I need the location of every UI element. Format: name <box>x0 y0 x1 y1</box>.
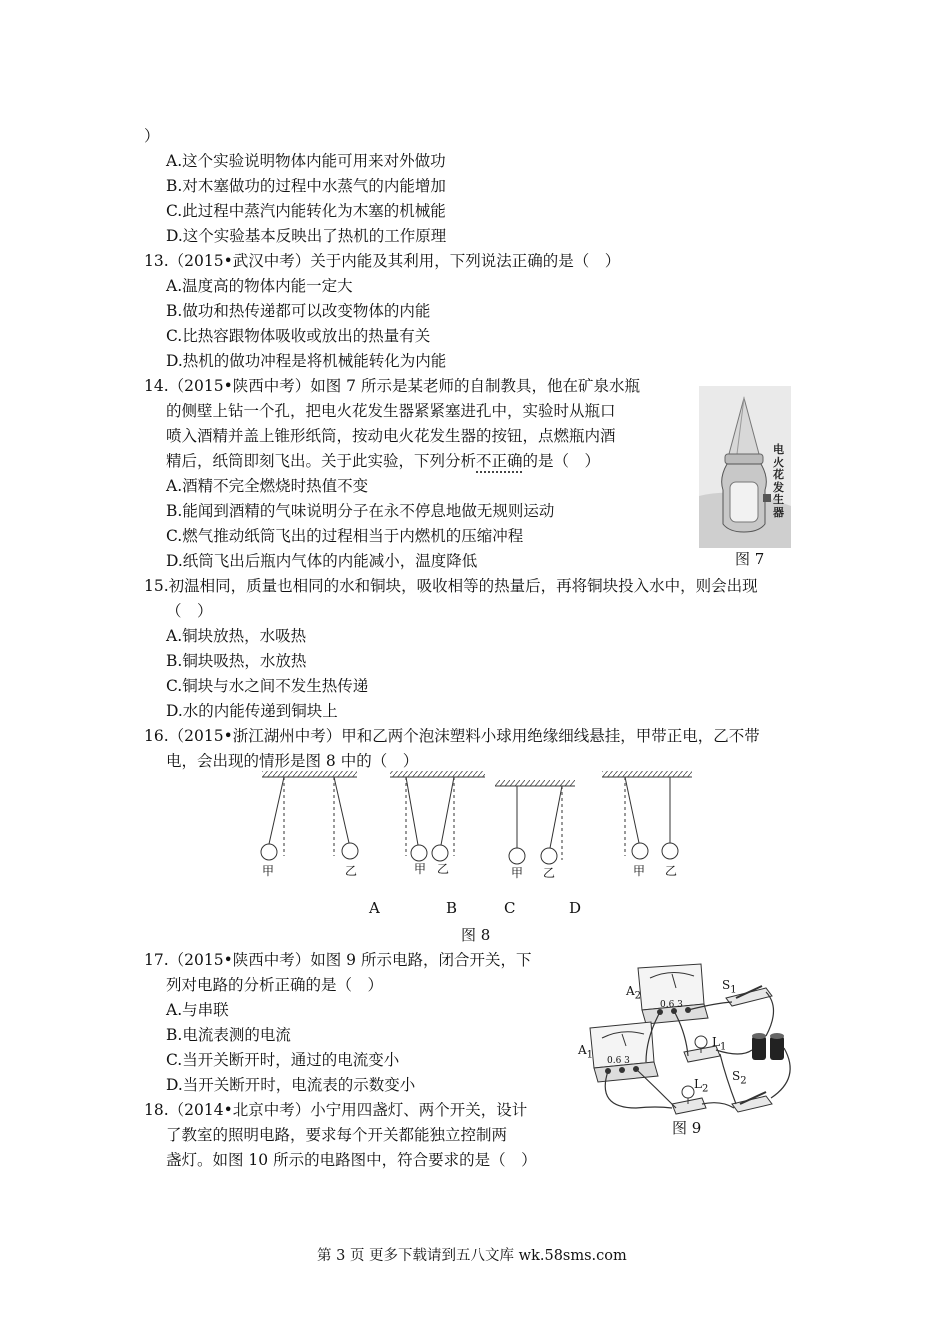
q14-option-a: A.酒精不完全燃烧时热值不变 <box>166 477 369 495</box>
q14-stem-line2: 的侧壁上钻一个孔，把电火花发生器紧紧塞进孔中，实验时从瓶口 <box>166 402 616 420</box>
panel-a <box>261 771 358 860</box>
label-l2-sub: 2 <box>701 1083 709 1095</box>
q13-option-c: C.比热容跟物体吸收或放出的热量有关 <box>166 327 431 345</box>
a1-scale: 0.6 3 <box>607 1056 630 1066</box>
figure-8-option-d: D <box>569 899 582 917</box>
figure-8-option-b: B <box>446 899 458 917</box>
label-jia-b: 甲 <box>414 862 427 876</box>
label-yi-c: 乙 <box>543 866 556 880</box>
label-jia-d: 甲 <box>633 864 646 878</box>
label-l2: $L_2$ <box>694 1077 709 1095</box>
q18-stem-line1: 18.（2014•北京中考）小宁用四盏灯、两个开关，设计 <box>144 1101 528 1119</box>
q15-stem-line2: （ ） <box>166 602 213 620</box>
q15-option-d: D.水的内能传递到铜块上 <box>166 702 338 720</box>
figure-8-option-c: C <box>504 899 516 917</box>
label-l1-sub: 1 <box>719 1041 727 1053</box>
q14-option-c: C.燃气推动纸筒飞出的过程相当于内燃机的压缩冲程 <box>166 527 524 545</box>
figure-9-circuit <box>576 958 806 1118</box>
figure-8-caption: 图 8 <box>461 926 491 944</box>
label-a1: $A_1$ <box>578 1043 594 1061</box>
q17-option-a: A.与串联 <box>166 1001 229 1019</box>
label-s2-sub: 2 <box>740 1075 747 1087</box>
q15-option-b: B.铜块吸热，水放热 <box>166 652 307 670</box>
q14-stem-line3: 喷入酒精并盖上锥形纸筒，按动电火花发生器的按钮，点燃瓶内酒 <box>166 427 616 445</box>
q18-stem-line2: 了教室的照明电路，要求每个开关都能独立控制两 <box>166 1126 508 1144</box>
q12-option-b: B.对木塞做功的过程中水蒸气的内能增加 <box>166 177 446 195</box>
q15-stem-line1: 15.初温相同，质量也相同的水和铜块，吸收相等的热量后，再将铜块投入水中，则会出现 <box>144 577 758 595</box>
q17-stem-line2: 列对电路的分析正确的是（ ） <box>166 976 384 994</box>
label-s2: $S_2$ <box>732 1069 747 1087</box>
q15-option-a: A.铜块放热，水吸热 <box>166 627 307 645</box>
q15-option-c: C.铜块与水之间不发生热传递 <box>166 677 369 695</box>
q12-option-d: D.这个实验基本反映出了热机的工作原理 <box>166 227 447 245</box>
label-jia-c: 甲 <box>511 866 524 880</box>
label-yi-a: 乙 <box>345 864 358 878</box>
ammeter-a1 <box>590 1022 658 1082</box>
panel-b <box>390 771 485 861</box>
q13-option-a: A.温度高的物体内能一定大 <box>166 277 353 295</box>
bracket-continuation: ） <box>144 127 160 145</box>
q13-stem: 13.（2015•武汉中考）关于内能及其利用，下列说法正确的是（ ） <box>144 252 621 270</box>
figure-8-option-a: A <box>369 899 380 917</box>
q12-option-c: C.此过程中蒸汽内能转化为木塞的机械能 <box>166 202 446 220</box>
label-s1: $S_1$ <box>722 978 737 996</box>
q14-option-b: B.能闻到酒精的气味说明分子在永不停息地做无规则运动 <box>166 502 555 520</box>
q17-option-d: D.当开关断开时，电流表的示数变小 <box>166 1076 416 1094</box>
battery <box>752 1033 784 1060</box>
label-a1-sub: 1 <box>586 1049 594 1061</box>
label-jia-a: 甲 <box>262 864 275 878</box>
figure-9-caption: 图 9 <box>672 1119 702 1137</box>
label-a2-sub: 2 <box>634 990 642 1002</box>
q14-option-d: D.纸筒飞出后瓶内气体的内能减小，温度降低 <box>166 552 478 570</box>
q14-stem-line4-pre: 精后，纸筒即刻飞出。关于此实验，下列分析 <box>166 452 477 470</box>
figure-7-caption: 图 7 <box>735 550 765 568</box>
label-s1-sub: 1 <box>730 984 737 996</box>
q13-option-b: B.做功和热传递都可以改变物体的内能 <box>166 302 431 320</box>
q14-emphasis-not-correct: 不正确 <box>476 452 523 470</box>
panel-d <box>602 771 692 859</box>
ammeter-a2 <box>638 964 708 1024</box>
q17-stem-line1: 17.（2015•陕西中考）如图 9 所示电路，闭合开关，下 <box>144 951 532 969</box>
spark-generator-label: 电火花发生器 <box>773 443 784 519</box>
q16-stem-line2: 电，会出现的情形是图 8 中的（ ） <box>166 752 419 770</box>
switch-s2 <box>732 1092 772 1112</box>
q16-stem-line1: 16.（2015•浙江湖州中考）甲和乙两个泡沫塑料小球用绝缘细线悬挂，甲带正电，乙不带 <box>144 727 760 745</box>
a2-scale: 0.6 3 <box>660 1000 683 1010</box>
q14-stem-line4 <box>166 451 600 471</box>
q13-option-d: D.热机的做功冲程是将机械能转化为内能 <box>166 352 447 370</box>
label-a2: $A_2$ <box>626 984 642 1002</box>
q14-stem-line4-post: 的是（ ） <box>522 452 601 470</box>
figure-7-bottle <box>699 386 791 548</box>
q12-option-a: A.这个实验说明物体内能可用来对外做功 <box>166 152 446 170</box>
page-footer: 第 3 页 更多下载请到五八文库 wk.58sms.com <box>317 1248 627 1264</box>
q14-stem-line1: 14.（2015•陕西中考）如图 7 所示是某老师的自制教具，他在矿泉水瓶 <box>144 377 640 395</box>
panel-c <box>495 780 575 864</box>
label-yi-b: 乙 <box>437 862 450 876</box>
q18-stem-line3: 盏灯。如图 10 所示的电路图中，符合要求的是（ ） <box>166 1151 537 1169</box>
q17-option-c: C.当开关断开时，通过的电流变小 <box>166 1051 400 1069</box>
label-l1: $L_1$ <box>712 1035 727 1053</box>
label-yi-d: 乙 <box>665 864 678 878</box>
q17-option-b: B.电流表测的电流 <box>166 1026 291 1044</box>
